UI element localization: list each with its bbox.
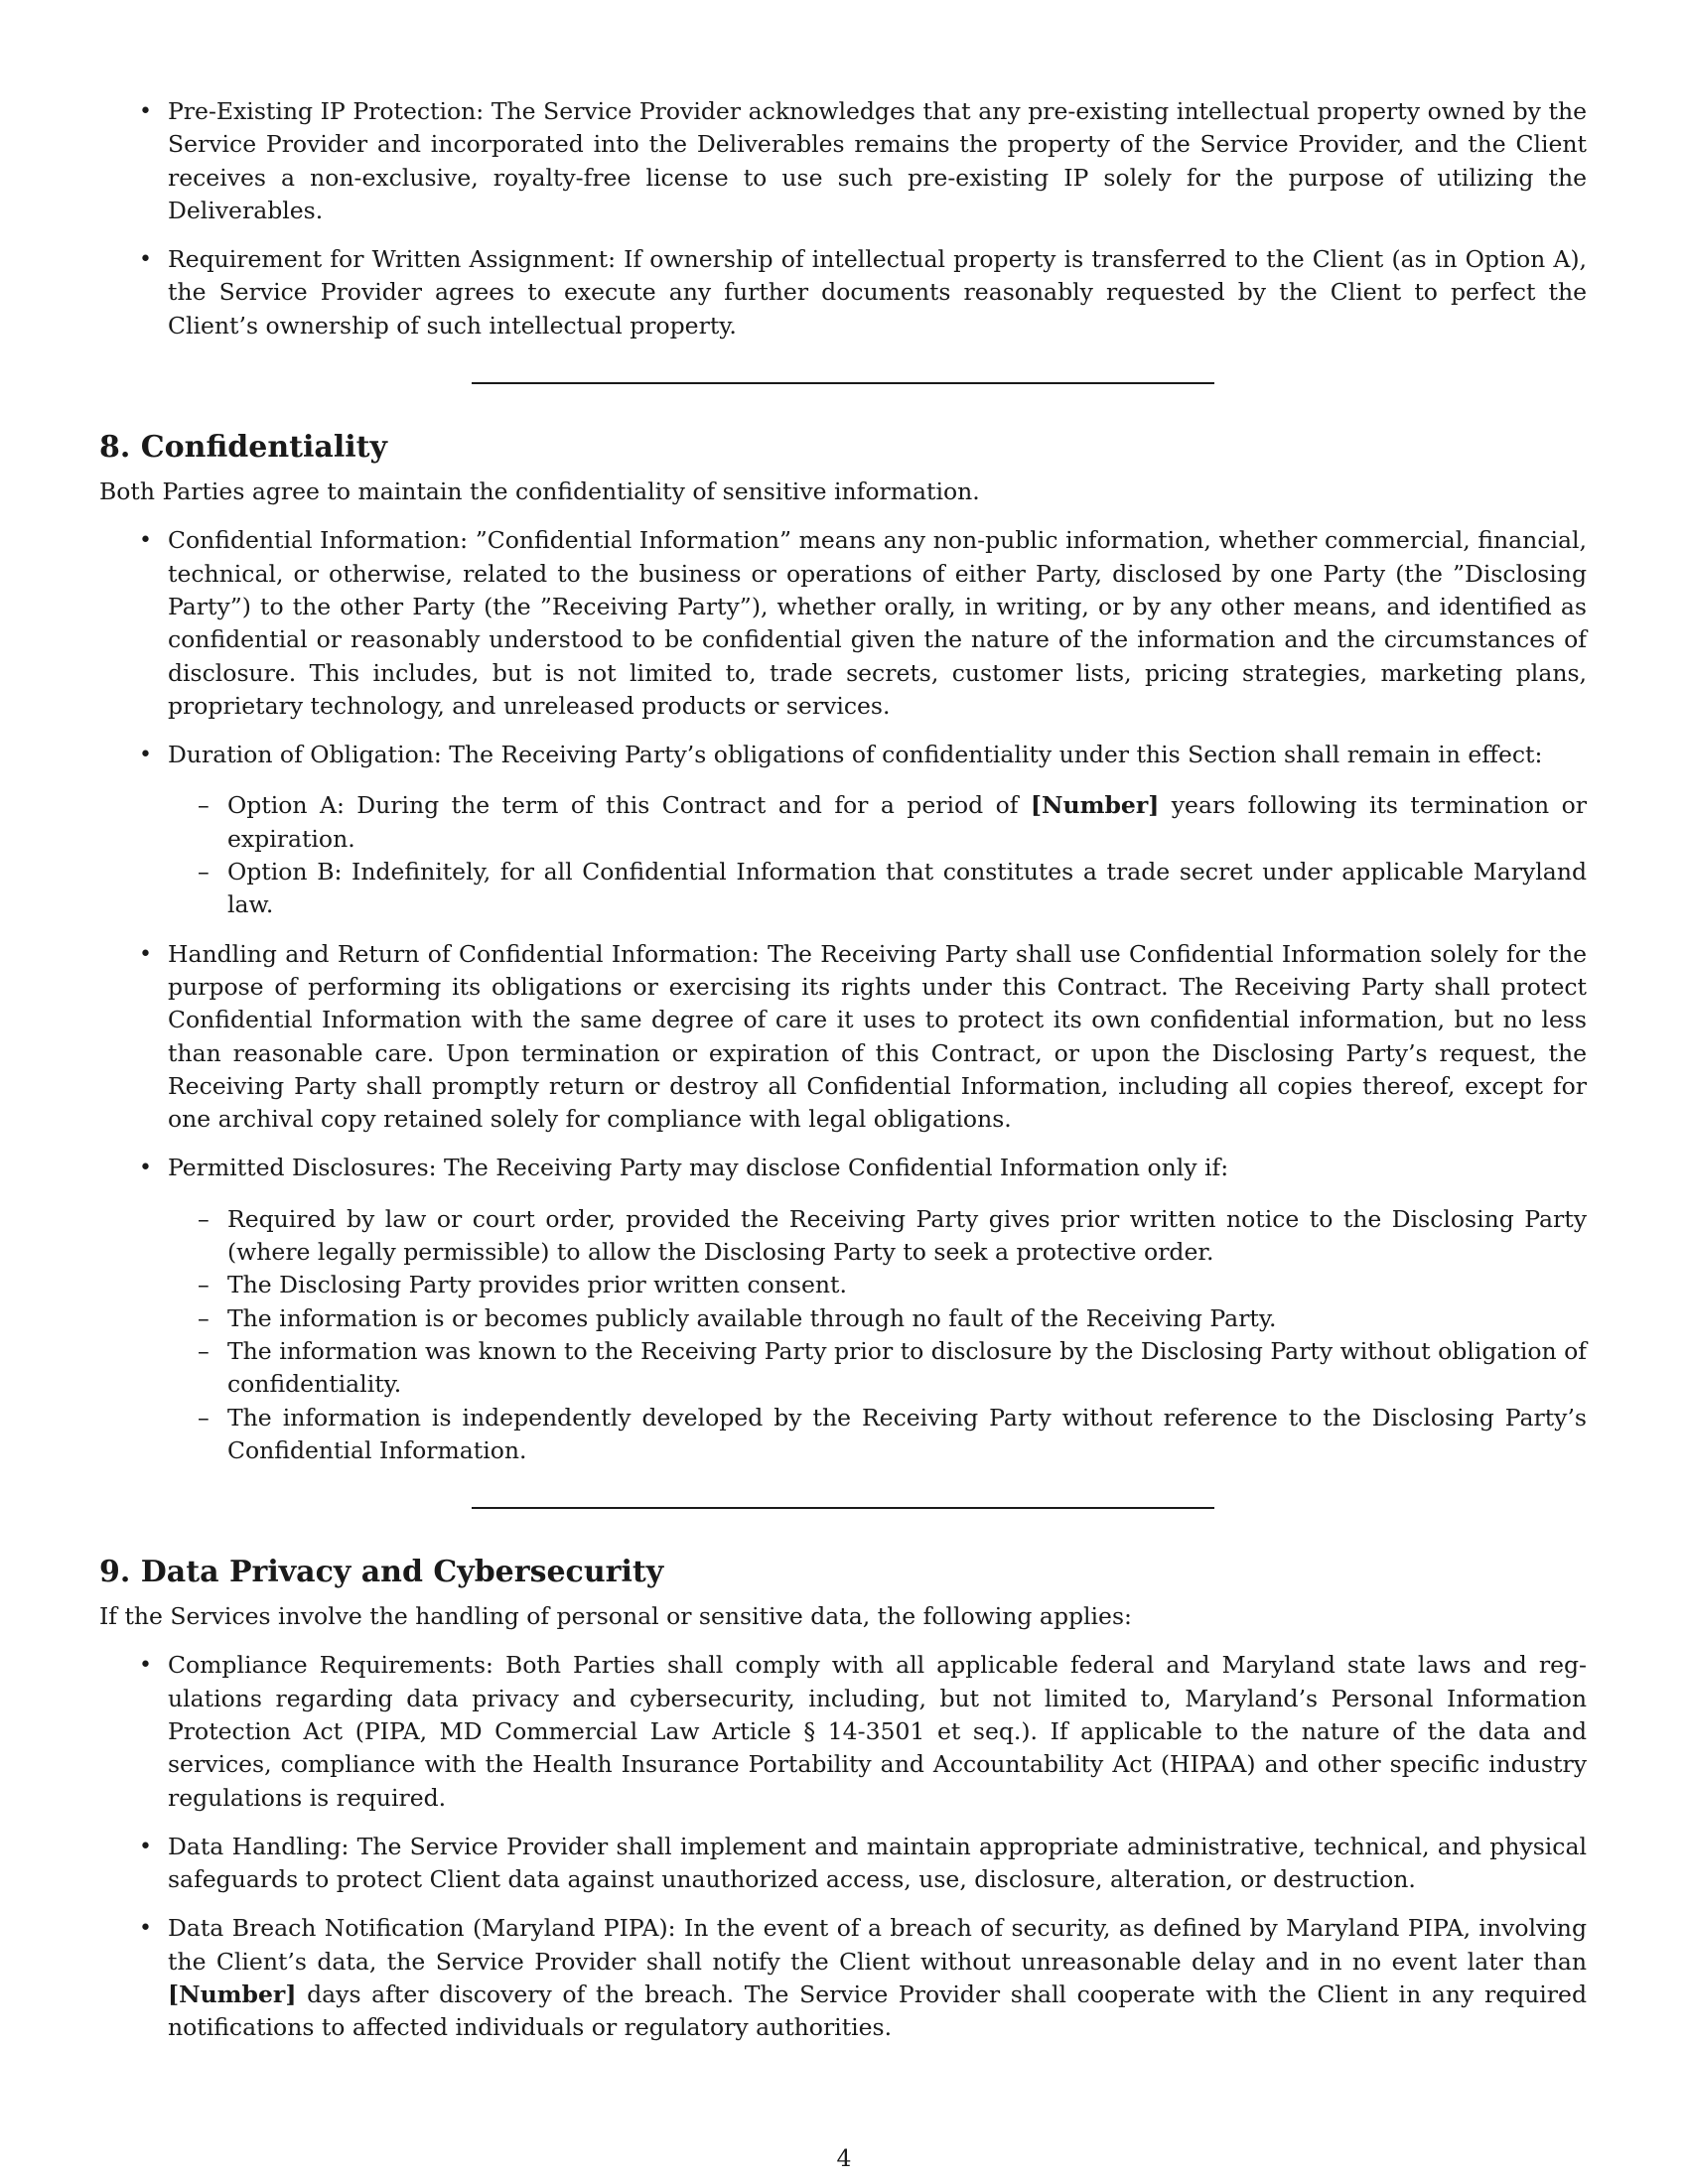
bullet-icon: • [139,1916,152,1942]
placeholder-number: [Number] [168,1980,297,2009]
document-page [99,95,1587,2061]
confidentiality-bullet-list [99,524,1587,1467]
dash-icon: – [198,1204,210,1233]
option-b-text: Option B: Indefinitely, for all Confidential Information that constitutes a trade secret under applicable Maryland law. [227,858,1587,919]
dash-icon: – [198,791,210,820]
option-a-post: years following its termination or expiration. [227,791,1587,853]
list-item-text: Permitted Disclosures: The Receiving Party may disclose Confidential Information only if: [168,1154,1229,1182]
list-item-text: Requirement for Written Assignment: If ownership of intellectual property is transferred to the Client (as in Option A), the Service Provider agrees to execute any further documents reasonably requested by the Client to perfect the Client’s ownership of such intellectual property. [168,245,1587,340]
sub-item-text: The information is independently developed by the Receiving Party without reference to the Disclosing Party’s Confidential Information. [227,1403,1587,1464]
sub-item-text: The Disclosing Party provides prior written consent. [227,1271,847,1299]
list-item [99,243,1587,342]
duration-options-list [168,789,1587,921]
sub-list-item [168,1335,1587,1402]
list-item [99,739,1587,921]
option-a-pre: Option A: During the term of this Contract and for a period of [227,791,1031,820]
sub-item-text: The information was known to the Receiving Party prior to disclosure by the Disclosing Party without obligation of confidentiality. [227,1336,1587,1399]
dash-icon: – [198,1403,210,1432]
section-heading-confidentiality: 8. Confidentiality [99,430,387,466]
list-item-text: Data Handling: The Service Provider shall implement and maintain appropriate administrative, technical, and physical safeguards to protect Client data against unauthorized access, use, disclosure, alteration, or destruction. [168,1832,1587,1894]
option-a-text [227,791,1587,852]
page-number: 4 [836,2144,852,2172]
list-item [99,1152,1587,1467]
list-item-text [168,1914,1587,2041]
list-item [99,95,1587,227]
ip-bullet-list [99,95,1587,342]
section-heading-data-privacy: 9. Data Privacy and Cybersecurity [99,1555,664,1590]
list-item [99,1912,1587,2044]
bullet-icon: • [139,743,152,768]
sub-list-item [168,1203,1587,1270]
list-item [99,1831,1587,1897]
list-item-text: Duration of Obligation: The Receiving Party’s obligations of confidentiality under this Section shall remain in effect: [168,741,1543,769]
dash-icon: – [198,1271,210,1299]
bullet-icon: • [139,528,152,554]
section-intro: If the Services involve the handling of personal or sensitive data, the following applies: [99,1602,1132,1631]
list-item-text: Handling and Return of Confidential Information: The Receiving Party shall use Confidential Information solely for the purpose of performing its obligations or exercising its rights under this Contract. The Receiving Party shall protect Confidential Information with the same degree of care it uses to protect its own confidential information, but no less than reasonable care. Upon termination or expiration of this Contract, or upon the Disclosing Party’s request, the Receiving Party shall promptly return or destroy all Confidential Information, including all copies thereof, except for one archival copy retained solely for compliance with legal obligations. [168,939,1587,1134]
list-item-text: Compliance Requirements: Both Parties shall comply with all applicable federal and Maryland state laws and regulations regarding data privacy and cybersecurity, including, but not limited to, Maryland’s Personal Information Protection Act (PIPA, MD Commercial Law Article § 14-3501 et seq.). If applicable to the nature of the data and services, compliance with the Health Insurance Portability and Accountability Act (HIPAA) and other specific industry regulations is required. [168,1651,1587,1812]
bullet-icon: • [139,1834,152,1859]
bullet-icon: • [139,99,152,124]
list-item [99,1649,1587,1814]
section-intro: Both Parties agree to maintain the confidentiality of sensitive information. [99,478,980,506]
sub-list-item [168,1302,1587,1335]
bullet-icon: • [139,1156,152,1181]
bullet-icon: • [139,1653,152,1679]
permitted-disclosures-list [168,1203,1587,1467]
breach-text-pre: Data Breach Notification (Maryland PIPA): In the event of a breach of security, as defined by Maryland PIPA, involving the Client’s data, the Service Provider shall notify the Client without unreasonable delay and in no event later than [168,1914,1587,1976]
sub-list-item [168,1269,1587,1301]
dash-icon: – [198,858,210,887]
sub-item-text: Required by law or court order, provided the Receiving Party gives prior written notice to the Disclosing Party (where legally permissible) to allow the Disclosing Party to seek a protective order. [227,1204,1587,1267]
sub-list-item [168,789,1587,856]
data-privacy-bullet-list [99,1649,1587,2044]
sub-item-text: The information is or becomes publicly available through no fault of the Receiving Party. [227,1303,1277,1332]
list-item-text: Pre-Existing IP Protection: The Service Provider acknowledges that any pre-existing intellectual property owned by the Service Provider and incorporated into the Deliverables remains the property of the Service Provider, and the Client receives a non-exclusive, royalty-free license to use such pre-existing IP solely for the purpose of utilizing the Deliverables. [168,97,1587,224]
list-item [99,524,1587,723]
breach-text-post: days after discovery of the breach. The Service Provider shall cooperate with the Client in any required notifications to affected individuals or regulatory authorities. [168,1980,1587,2042]
dash-icon: – [198,1303,210,1332]
dash-icon: – [198,1336,210,1365]
sub-list-item [168,1402,1587,1468]
sub-list-item [168,856,1587,922]
list-item-text: Confidential Information: ”Confidential Information” means any non-public information, whether commercial, financial, technical, or otherwise, related to the business or operations of either Party, disclosed by one Party (the ”Disclosing Party”) to the other Party (the ”Receiving Party”), whether orally, in writing, or by any other means, and identified as confidential or reasonably understood to be confidential given the nature of the information and the circumstances of disclosure. This includes, but is not limited to, trade secrets, customer lists, pricing strategies, marketing plans, proprietary technology, and unreleased products or services. [168,526,1587,720]
placeholder-number: [Number] [1030,791,1160,820]
bullet-icon: • [139,941,152,967]
bullet-icon: • [139,247,152,273]
list-item [99,938,1587,1137]
